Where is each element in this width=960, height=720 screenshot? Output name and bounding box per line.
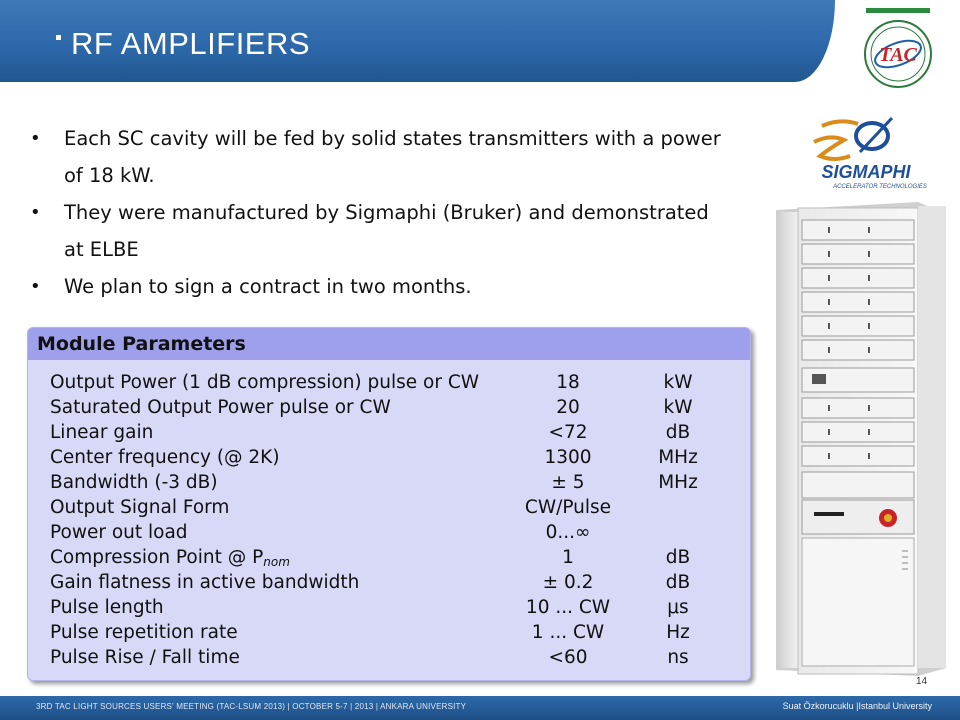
param-value: 0...∞ [545, 522, 591, 543]
param-value: 20 [556, 397, 580, 418]
param-value: 10 ... CW [525, 597, 611, 618]
param-value: 18 [556, 372, 580, 393]
param-name: Pulse repetition rate [50, 622, 238, 643]
param-name: Output Power (1 dB compression) pulse or CW [50, 372, 480, 393]
module-parameters-table [28, 372, 750, 672]
bullet-item: • They were manufactured by Sigmaphi (Bruker) and demonstrated at ELBE [28, 194, 728, 268]
param-name: Output Signal Form [50, 497, 230, 518]
param-name: Pulse Rise / Fall time [50, 647, 240, 668]
table-row [28, 647, 750, 672]
footer-bar [0, 696, 960, 720]
param-unit: dB [665, 572, 691, 593]
param-unit: kW [663, 372, 693, 393]
param-value: <72 [548, 422, 588, 443]
svg-text:TAC: TAC [879, 44, 917, 66]
table-row [28, 447, 750, 472]
param-name: Saturated Output Power pulse or CW [50, 397, 391, 418]
sigmaphi-tagline: ACCELERATOR TECHNOLOGIES [833, 184, 927, 190]
table-row [28, 572, 750, 597]
table-row [28, 497, 750, 522]
sigmaphi-name: SIGMAPHI [821, 162, 911, 182]
page-number: 14 [916, 676, 928, 687]
param-unit: MHz [658, 472, 698, 493]
param-name: Pulse length [50, 597, 164, 618]
title-banner [0, 0, 960, 90]
footer-right-text: Suat Özkorucuklu |Istanbul University [782, 701, 932, 711]
table-row [28, 522, 750, 547]
bullet-list [28, 120, 728, 305]
table-row [28, 597, 750, 622]
param-subscript: nom [263, 555, 290, 569]
param-name: Power out load [50, 522, 188, 543]
table-row [28, 547, 750, 572]
param-unit: MHz [658, 447, 698, 468]
module-parameters-box [27, 327, 751, 681]
param-unit: dB [665, 422, 691, 443]
param-name: Linear gain [50, 422, 154, 443]
table-row [28, 422, 750, 447]
bullet-item: • Each SC cavity will be fed by solid states transmitters with a power of 18 kW. [28, 120, 728, 194]
param-unit: dB [665, 547, 691, 568]
param-value: 1 [562, 547, 574, 568]
tac-logo [848, 8, 948, 90]
table-row [28, 472, 750, 497]
param-name: Gain flatness in active bandwidth [50, 572, 360, 593]
param-value: CW/Pulse [524, 497, 612, 518]
table-row [28, 397, 750, 422]
param-name [50, 547, 290, 568]
sigmaphi-logo [800, 112, 930, 192]
param-value: 1 ... CW [531, 622, 605, 643]
param-value: <60 [548, 647, 588, 668]
param-value: ± 5 [551, 472, 585, 493]
param-name: Center frequency (@ 2K) [50, 447, 280, 468]
param-name-text: Compression Point @ P [50, 547, 264, 568]
param-value: ± 0.2 [542, 572, 594, 593]
title-bullet-icon [56, 35, 61, 40]
footer-left-text: 3RD TAC LIGHT SOURCES USERS' MEETING (TAC-LSUM 2013) | OCTOBER 5-7 | 2013 | ANKARA UNIVERSITY [36, 702, 467, 711]
param-value: 1300 [544, 447, 592, 468]
slide-title [56, 26, 310, 62]
table-row [28, 372, 750, 397]
param-name: Bandwidth (-3 dB) [50, 472, 218, 493]
param-unit: Hz [666, 622, 690, 643]
param-unit: kW [663, 397, 693, 418]
param-unit: ns [667, 647, 689, 668]
table-row [28, 622, 750, 647]
module-parameters-heading: Module Parameters [28, 328, 750, 360]
amplifier-cabinet-image [768, 200, 950, 678]
param-unit: μs [667, 597, 689, 618]
bullet-item: • We plan to sign a contract in two months. [28, 268, 728, 305]
slide-title-text: RF AMPLIFIERS [71, 26, 311, 61]
